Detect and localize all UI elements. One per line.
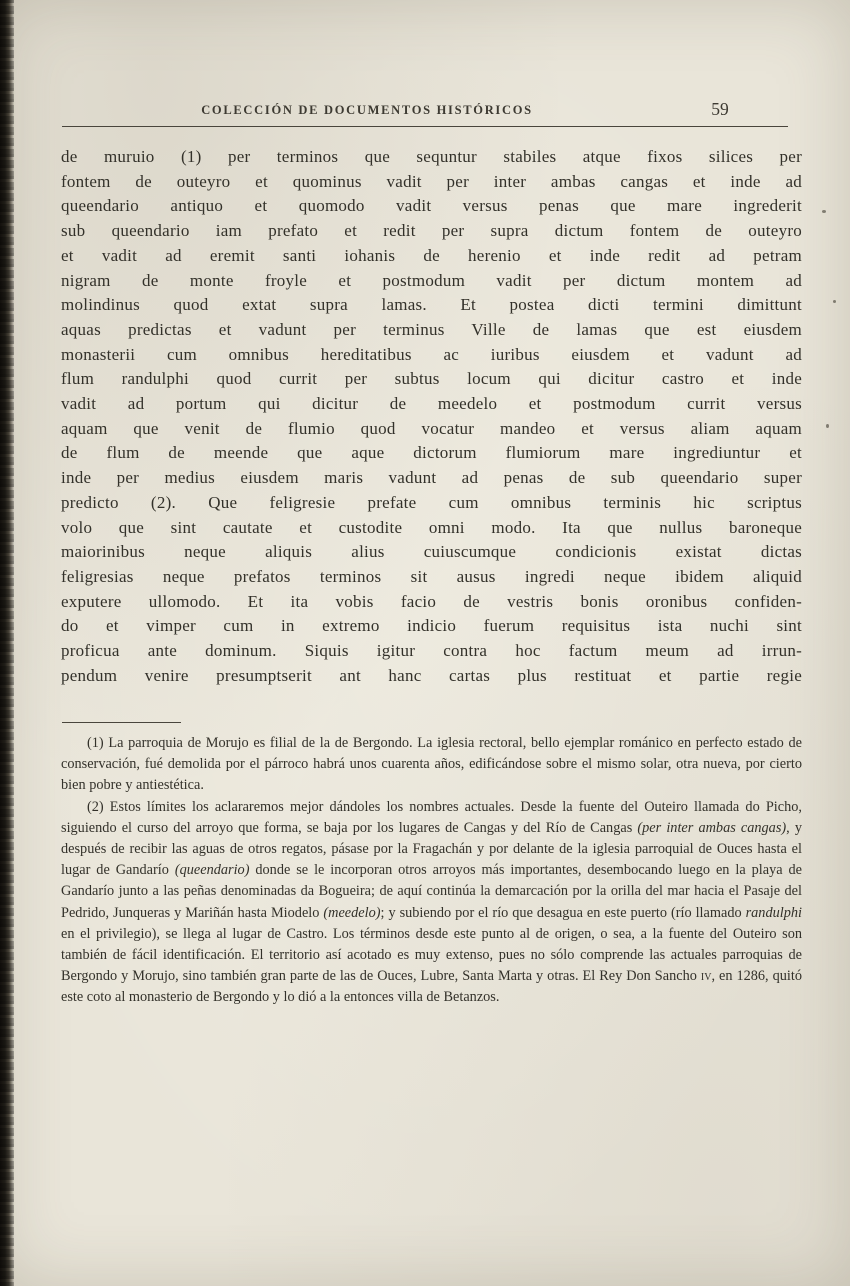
body-line: aquas predictas et vadunt per terminus Ville de lamas que est eiusdem: [61, 319, 802, 339]
text-run: ; y subiendo por el río que desagua en este puerto (río llamado: [380, 904, 746, 921]
scan-artifact-speck: [822, 210, 826, 213]
body-line: de flum de meende que aque dictorum flumiorum mare ingrediuntur et: [61, 443, 802, 463]
text-run: en el privilegio), se llega al lugar de Castro. Los términos desde este punto al de origen, o sea, a la fuente del Outeiro son también de fácil identificación. El territorio así acotado es muy extenso, pues no sólo comprende las actuales parroquias de Bergondo y Morujo, sino también gran parte de las de Ouces, Lubre, Santa Marta y otras. El Rey Don Sancho: [61, 925, 802, 985]
body-line: aquam que venit de flumio quod vocatur mandeo et versus aliam aquam: [61, 418, 802, 438]
text-run: , en 1286, quitó este coto al monasterio de Bergondo y lo dió a la entonces villa de Betanzos.: [61, 968, 802, 1006]
body-line: vadit ad portum qui dicitur de meedelo et postmodum currit versus: [61, 394, 802, 414]
running-header-title: COLECCIÓN DE DOCUMENTOS HISTÓRICOS: [201, 103, 533, 117]
body-line: nigram de monte froyle et postmodum vadit per dictum montem ad: [61, 270, 802, 290]
body-line: monasterii cum omnibus hereditatibus ac iuribus eiusdem et vadunt ad: [61, 344, 802, 364]
body-line: fontem de outeyro et quominus vadit per inter ambas cangas et inde ad: [61, 171, 802, 191]
body-line: maiorinibus neque aliquis alius cuiuscumque condicionis existat dictas: [61, 542, 802, 562]
text-run: , y después de recibir las aguas de otros regatos, pásase por la Fragachán y por delante de la iglesia parroquial de Ouces hasta el lugar de Gandarío: [61, 819, 802, 879]
page-number: 59: [711, 99, 729, 119]
body-line: molindinus quod extat supra lamas. Et postea dicti termini dimittunt: [61, 295, 802, 315]
footnote-2: [61, 797, 802, 1009]
scan-artifact-speck: [826, 424, 829, 428]
body-line: sub queendario iam prefato et redit per supra dictum fontem de outeyro: [61, 221, 802, 241]
document-body-text: [61, 145, 802, 688]
footnote-1: [61, 733, 802, 797]
body-line: pendum venire presumptserit ant hanc cartas plus restituat et partie regie: [61, 665, 802, 685]
text-run: iv: [700, 968, 712, 985]
body-line: flum randulphi quod currit per subtus locum qui dicitur castro et inde: [61, 369, 802, 389]
italic-text-run: randulphi: [745, 904, 802, 921]
text-run: donde se le incorporan otros arroyos más importantes, desembocando luego en la playa de Gandarío junto a las peñas denominadas da Bogueira; de aquí continúa la demarcación por la orilla del mar hacia el Pasaje del Pedrido, Junqueras y Mariñán hasta Miodelo: [61, 862, 802, 921]
scan-artifact-speck: [833, 300, 836, 303]
italic-text-run: (per inter ambas cangas): [637, 819, 787, 836]
text-run: (2) Estos límites los aclararemos mejor dándoles los nombres actuales. Desde la fuente del Outeiro llamada do Picho, siguiendo el curso del arroyo que forma, se baja por los lugares de Cangas y del Río de Cangas: [61, 798, 802, 836]
body-line: queendario antiquo et quomodo vadit versus penas que mare ingrederit: [61, 196, 802, 216]
italic-text-run: (queendario): [174, 862, 250, 879]
book-binding-edge: [0, 0, 14, 1286]
header-rule: [62, 126, 788, 127]
body-line: feligresias neque prefatos terminos sit ausus ingredi neque ibidem aliquid: [61, 566, 802, 586]
italic-text-run: (meedelo): [323, 904, 381, 921]
body-line: volo que sint cautate et custodite omni modo. Ita que nullus baroneque: [61, 517, 802, 537]
text-run: (1) La parroquia de Morujo es filial de la de Bergondo. La iglesia rectoral, bello ejemplar románico en perfecto estado de conservación, fué demolida por el párroco habrá unos cuarenta años, edificándose sobre el mismo solar, otra nueva, por cierto bien pobre y antiestética.: [61, 735, 802, 794]
body-line: predicto (2). Que feligresie prefate cum omnibus terminis hic scriptus: [61, 492, 802, 512]
body-line: de muruio (1) per terminos que sequntur stabiles atque fixos silices per: [61, 147, 802, 166]
body-line: exputere ullomodo. Et ita vobis facio de vestris bonis oronibus confiden-: [61, 591, 802, 611]
footnote-separator: [62, 722, 181, 723]
body-line: inde per medius eiusdem maris vadunt ad penas de sub queendario super: [61, 468, 802, 488]
body-line: do et vimper cum in extremo indicio fuerum requisitus ista nuchi sint: [61, 616, 802, 636]
footnotes-section: [61, 733, 802, 1009]
body-line: et vadit ad eremit santi iohanis de herenio et inde redit ad petram: [61, 245, 802, 265]
body-line: proficua ante dominum. Siquis igitur contra hoc factum meum ad irrun-: [61, 641, 802, 661]
